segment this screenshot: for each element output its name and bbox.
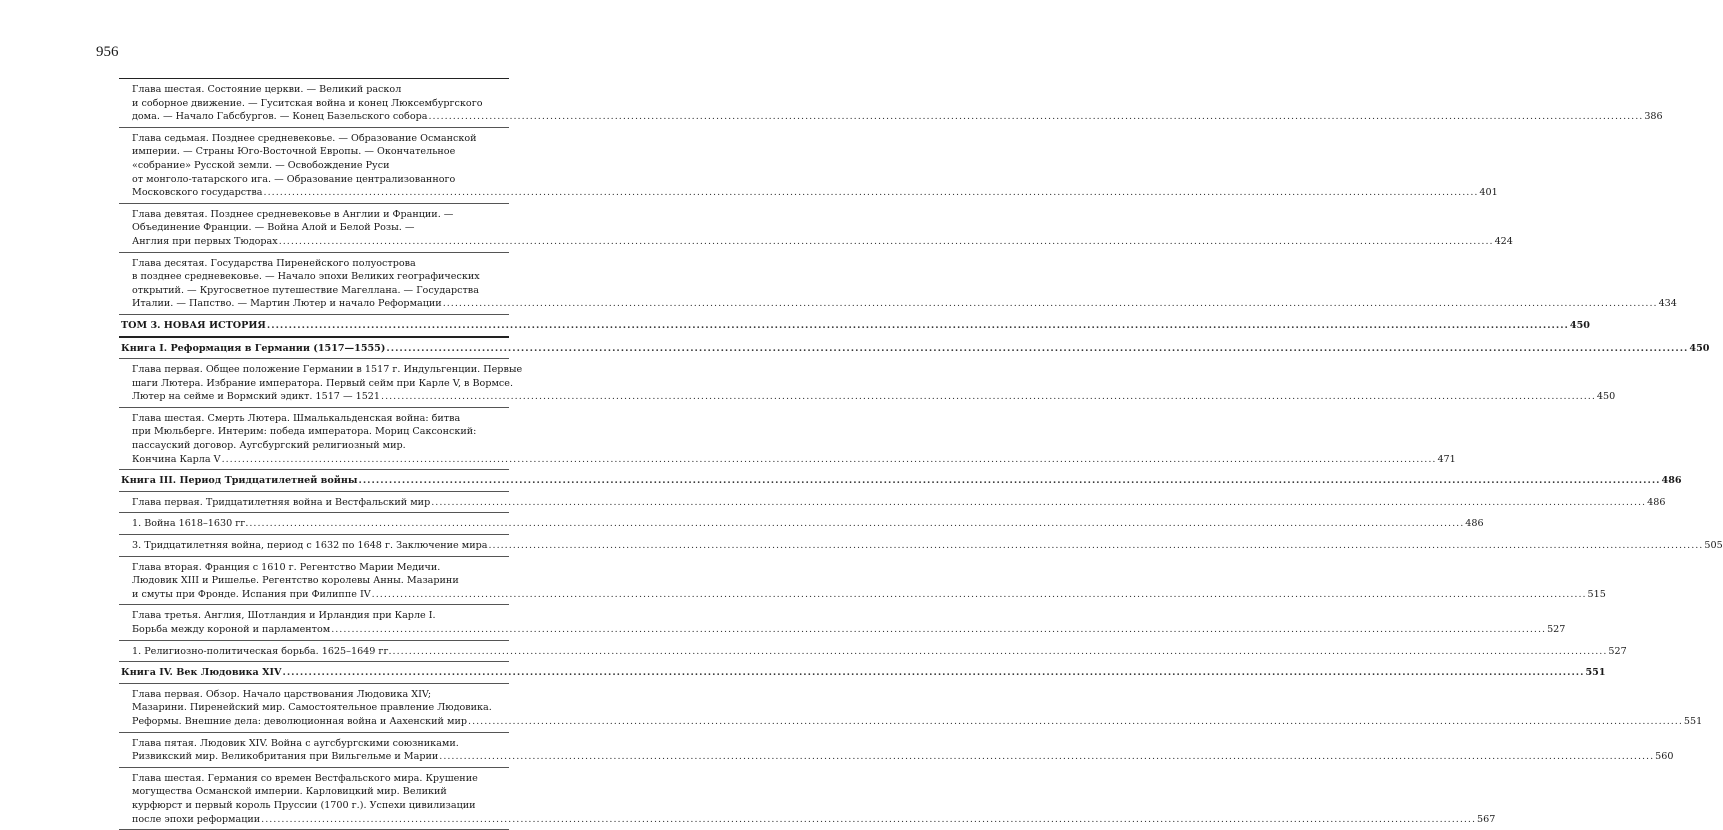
toc-entry <box>119 684 1703 733</box>
toc-entry-page: 527 <box>1608 645 1627 657</box>
dot-leader: ............................................................................................................................................................................................................................................................................................................ <box>278 235 1494 247</box>
dot-leader: ............................................................................................................................................................................................................................................................................................................ <box>371 588 1587 600</box>
toc-entry-text: 1. Религиозно-политическая борьба. 1625–1649 гг. <box>132 645 392 657</box>
toc-entry-text: Италии. — Папство. — Мартин Лютер и начало Реформации <box>132 298 442 310</box>
toc-entry-line: Глава первая. Обзор. Начало царствования Людовика XIV; <box>132 688 432 700</box>
toc-entry-line: пассауский договор. Аугсбургский религиозный мир. <box>132 440 406 452</box>
toc-book-heading <box>119 338 1710 360</box>
toc-entry-line: от монголо-татарского ига. — Образование централизованного <box>132 173 456 185</box>
toc-entry-text: и смуты при Фронде. Испания при Филиппе IV <box>132 588 371 600</box>
toc-entry-line: Глава седьмая. Позднее средневековье. — Образование Османской <box>132 132 477 144</box>
toc-entry-line: Глава шестая. Германия со времен Вестфальского мира. Крушение <box>132 772 478 784</box>
toc-entry-line: «собрание» Русской земли. — Освобождение Руси <box>132 159 390 171</box>
dot-leader: ............................................................................................................................................................................................................................................................................................................ <box>428 111 1644 123</box>
toc-entry-text: дома. — Начало Габсбургов. — Конец Базельского собора <box>132 111 428 123</box>
dot-leader: ............................................................................................................................................................................................................................................................................................................ <box>431 496 1647 508</box>
toc-entry-page: 386 <box>1644 111 1663 123</box>
toc-entry-line: Глава пятая. Людовик XIV. Война с аугсбургскими союзниками. <box>132 737 459 749</box>
toc-entry-line <box>132 390 1616 404</box>
toc-entry-line: Глава третья. Англия, Шотландия и Ирландия при Карле I. <box>132 610 436 622</box>
toc-entry-text: Англия при первых Тюдорах <box>132 235 278 247</box>
toc-entry-page: 486 <box>1661 475 1682 487</box>
toc-entry <box>119 605 1566 640</box>
toc-entry <box>119 768 1496 830</box>
toc-entry-text: 3. Тридцатилетняя война, период с 1632 по 1648 г. Заключение мира <box>132 540 488 552</box>
toc-entry-line: Глава шестая. Состояние церкви. — Великий раскол <box>132 84 402 95</box>
toc-entry-line: Глава первая. Общее положение Германии в 1517 г. Индульгенции. Первые <box>132 364 523 376</box>
toc-entry-text: после эпохи реформации <box>132 813 261 825</box>
toc-entry-page: 424 <box>1494 235 1513 247</box>
toc-entry-page: 527 <box>1547 624 1566 635</box>
dot-leader: ............................................................................................................................................................................................................................................................................................................ <box>468 715 1683 727</box>
toc-entry-line <box>132 750 1674 764</box>
dot-leader: ............................................................................................................................................................................................................................................................................................................ <box>331 624 1547 635</box>
toc-entry-line <box>121 342 1710 356</box>
dot-leader: ............................................................................................................................................................................................................................................................................................................ <box>261 813 1477 825</box>
toc-entry <box>119 128 1498 204</box>
toc-entry-text: Книга IV. Век Людовика XIV <box>121 667 282 679</box>
toc-entry-text: Лютер на сейме и Вормский эдикт. 1517 — 1521 <box>132 391 381 403</box>
dot-leader: ............................................................................................................................................................................................................................................................................................................ <box>263 187 1479 199</box>
toc-entry-page: 567 <box>1477 813 1496 825</box>
toc-entry-page: 515 <box>1587 588 1606 600</box>
toc-entry-text: ТОМ 3. НОВАЯ ИСТОРИЯ <box>121 319 266 331</box>
toc-entry-line <box>132 110 1663 124</box>
toc-entry-line <box>132 539 1723 553</box>
toc-entry-line: Глава девятая. Позднее средневековье в Англии и Франции. — <box>132 208 454 220</box>
toc-entry-page: 486 <box>1465 518 1484 530</box>
dot-leader: ............................................................................................................................................................................................................................................................................................................ <box>439 751 1655 763</box>
toc-entry <box>119 557 1606 606</box>
toc-entry <box>119 641 1627 663</box>
dot-leader: ............................................................................................................................................................................................................................................................................................................ <box>381 391 1596 403</box>
toc-entry-line <box>132 453 1456 467</box>
toc-book-heading <box>119 662 1606 684</box>
table-of-contents <box>119 78 1723 830</box>
toc-entry-page: 450 <box>1689 342 1710 354</box>
toc-entry-line: Глава десятая. Государства Пиренейского полуострова <box>132 257 416 269</box>
toc-entry-text: Борьба между короной и парламентом <box>132 624 331 635</box>
toc-entry-page: 450 <box>1596 391 1616 403</box>
toc-entry-line <box>121 474 1682 488</box>
toc-entry-line <box>132 235 1513 249</box>
toc-entry-line <box>132 645 1627 659</box>
toc-entry-page: 551 <box>1683 715 1703 727</box>
dot-leader: ............................................................................................................................................................................................................................................................................................................ <box>442 298 1658 310</box>
toc-entry-line: Объединение Франции. — Война Алой и Белой Розы. — <box>132 222 415 234</box>
toc-entry <box>119 513 1484 535</box>
toc-entry-line: шаги Лютера. Избрание императора. Первый сейм при Карле V, в Вормсе. <box>132 377 514 389</box>
dot-leader: ............................................................................................................................................................................................................................................................................................................ <box>282 667 1585 679</box>
toc-entry-line <box>132 715 1703 729</box>
toc-entry-line: Мазарини. Пиренейский мир. Самостоятельное правление Людовика. <box>132 702 492 714</box>
toc-entry-text: Ризвикский мир. Великобритания при Вильгельме и Марии <box>132 751 439 763</box>
toc-book-heading <box>119 470 1682 492</box>
toc-entry <box>119 733 1674 768</box>
toc-entry-line: Глава вторая. Франция с 1610 г. Регентство Марии Медичи. <box>132 561 441 573</box>
toc-entry-line: империи. — Страны Юго-Восточной Европы. — Окончательное <box>132 146 456 158</box>
toc-entry <box>119 492 1666 514</box>
toc-entry-line: и соборное движение. — Гуситская война и конец Люксембургского <box>132 97 483 109</box>
toc-entry-line <box>132 813 1496 827</box>
toc-entry-line <box>132 186 1498 200</box>
dot-leader: ............................................................................................................................................................................................................................................................................................................ <box>221 453 1437 465</box>
toc-entry <box>119 79 1663 128</box>
toc-entry <box>119 408 1456 470</box>
dot-leader: ............................................................................................................................................................................................................................................................................................................ <box>386 342 1689 354</box>
toc-entry-line <box>132 588 1606 602</box>
dot-leader: ............................................................................................................................................................................................................................................................................................................ <box>249 518 1465 530</box>
toc-entry-line <box>132 517 1484 531</box>
toc-entry-text: Кончина Карла V <box>132 453 221 465</box>
toc-entry-line <box>132 496 1666 510</box>
toc-entry <box>119 204 1513 253</box>
dot-leader: ............................................................................................................................................................................................................................................................................................................ <box>392 645 1608 657</box>
page-number: 956 <box>96 44 119 60</box>
toc-entry-line: курфюрст и первый король Пруссии (1700 г.). Успехи цивилизации <box>132 799 476 811</box>
toc-entry-line: при Мюльберге. Интерим: победа императора. Мориц Саксонский: <box>132 426 477 438</box>
toc-entry <box>119 535 1723 557</box>
toc-entry-text: Глава первая. Тридцатилетняя война и Вестфальский мир <box>132 496 431 508</box>
toc-volume-heading <box>119 315 1590 338</box>
toc-entry-line: открытий. — Кругосветное путешествие Магеллана. — Государства <box>132 284 479 296</box>
toc-entry <box>119 253 1677 315</box>
dot-leader: ............................................................................................................................................................................................................................................................................................................ <box>488 540 1704 552</box>
toc-entry <box>119 359 1616 408</box>
toc-entry-text: Московского государства <box>132 187 263 199</box>
toc-entry-text: Книга III. Период Тридцатилетней войны <box>121 475 358 487</box>
toc-entry-page: 551 <box>1585 667 1606 679</box>
dot-leader: ............................................................................................................................................................................................................................................................................................................ <box>358 475 1661 487</box>
toc-entry-text: 1. Война 1618–1630 гг. <box>132 518 249 530</box>
dot-leader: ............................................................................................................................................................................................................................................................................................................ <box>266 319 1569 331</box>
toc-entry-page: 450 <box>1569 319 1590 331</box>
toc-entry-line: могущества Османской империи. Карловицкий мир. Великий <box>132 786 447 798</box>
toc-entry-page: 471 <box>1437 453 1456 465</box>
toc-entry-page: 486 <box>1647 496 1666 508</box>
toc-entry-page: 401 <box>1479 187 1498 199</box>
toc-entry-line: Людовик XIII и Ришелье. Регентство королевы Анны. Мазарини <box>132 575 459 587</box>
toc-entry-page: 505 <box>1704 540 1723 552</box>
toc-entry-line <box>132 297 1677 311</box>
toc-entry-text: Реформы. Внешние дела: деволюционная война и Аахенский мир <box>132 715 468 727</box>
toc-entry-text: Книга I. Реформация в Германии (1517—1555) <box>121 342 386 354</box>
toc-entry-line: в позднее средневековье. — Начало эпохи Великих географических <box>132 271 480 283</box>
toc-entry-line <box>121 319 1590 333</box>
toc-entry-line: Глава шестая. Смерть Лютера. Шмалькальденская война: битва <box>132 412 461 424</box>
toc-entry-page: 434 <box>1658 298 1677 310</box>
toc-entry-page: 560 <box>1655 751 1674 763</box>
toc-entry-line <box>121 666 1606 680</box>
toc-entry-line <box>132 623 1566 637</box>
